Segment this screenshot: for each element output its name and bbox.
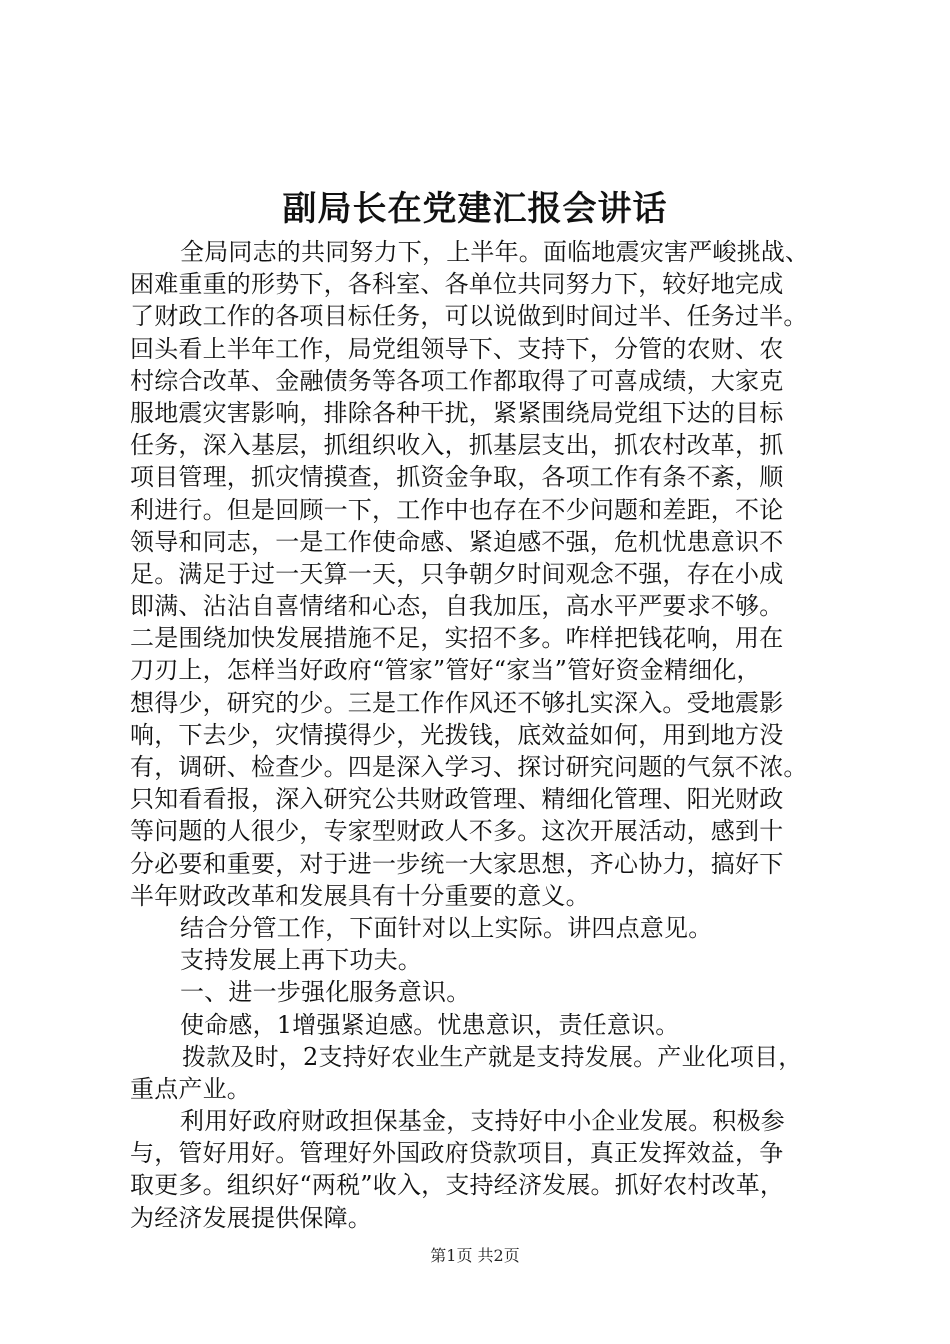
text-line: 二是围绕加快发展措施不足，实招不多。咋样把钱花响，用在 xyxy=(130,624,784,653)
paragraph-7 xyxy=(130,1105,845,1234)
text-line: 与，管好用好。管理好外国政府贷款项目，真正发挥效益，争 xyxy=(130,1139,784,1168)
document-title: 副局长在党建汇报会讲话 xyxy=(282,189,668,229)
text-line: 支持发展上再下功夫。 xyxy=(180,946,422,975)
text-line: 重点产业。 xyxy=(130,1074,251,1103)
text-line: 有，调研、检查少。四是深入学习、探讨研究问题的气氛不浓。 xyxy=(130,753,808,781)
document-body xyxy=(130,236,845,1234)
text-line: 了财政工作的各项目标任务，可以说做到时间过半、任务过半。 xyxy=(130,302,808,331)
paragraph-6 xyxy=(130,1041,845,1105)
text-line: 一、进一步强化服务意识。 xyxy=(180,978,471,1007)
paragraph-2 xyxy=(130,912,845,944)
text-line: 分必要和重要，对于进一步统一大家思想，齐心协力，搞好下 xyxy=(130,849,784,878)
text-line: 取更多。组织好“两税”收入，支持经济发展。抓好农村改革， xyxy=(130,1171,785,1200)
page-footer: 第1页 共2页 xyxy=(430,1246,520,1265)
text-line: 任务，深入基层，抓组织收入，抓基层支出，抓农村改革，抓 xyxy=(130,431,784,460)
text-line: 响，下去少，灾情摸得少，光拨钱，底效益如何，用到地方没 xyxy=(130,720,784,749)
paragraph-4 xyxy=(130,976,845,1008)
text-line: 想得少，研究的少。三是工作作风还不够扎实深入。受地震影 xyxy=(130,688,784,717)
text-line: 村综合改革、金融债务等各项工作都取得了可喜成绩，大家克 xyxy=(130,366,784,395)
text-line: 为经济发展提供保障。 xyxy=(130,1203,372,1232)
text-line: 半年财政改革和发展具有十分重要的意义。 xyxy=(130,881,590,910)
paragraph-3 xyxy=(130,944,845,976)
text-line: 等问题的人很少，专家型财政人不多。这次开展活动，感到十 xyxy=(130,817,784,846)
text-line: 利用好政府财政担保基金，支持好中小企业发展。积极参 xyxy=(180,1107,785,1136)
text-line: 足。满足于过一天算一天，只争朝夕时间观念不强，存在小成 xyxy=(130,559,784,588)
text-line: 结合分管工作，下面针对以上实际。讲四点意见。 xyxy=(180,913,713,942)
text-line: 拨款及时，2支持好农业生产就是支持发展。产业化项目， xyxy=(182,1042,803,1071)
paragraph-1 xyxy=(130,236,845,912)
text-line: 回头看上半年工作，局党组领导下、支持下，分管的农财、农 xyxy=(130,334,784,363)
text-line: 服地震灾害影响，排除各种干扰，紧紧围绕局党组下达的目标 xyxy=(130,398,784,427)
paragraph-5 xyxy=(130,1009,845,1041)
text-line: 使命感，1增强紧迫感。忧患意识，责任意识。 xyxy=(180,1010,680,1039)
text-line: 即满、沾沾自喜情绪和心态，自我加压，高水平严要求不够。 xyxy=(130,592,784,621)
text-line: 刀刃上，怎样当好政府“管家”管好“家当”管好资金精细化， xyxy=(130,656,761,685)
text-line: 项目管理，抓灾情摸查，抓资金争取，各项工作有条不紊，顺 xyxy=(130,463,784,492)
text-line: 利进行。但是回顾一下，工作中也存在不少问题和差距，不论 xyxy=(130,495,784,524)
text-line: 只知看看报，深入研究公共财政管理、精细化管理、阳光财政 xyxy=(130,785,784,814)
text-line: 领导和同志，一是工作使命感、紧迫感不强，危机忧患意识不 xyxy=(130,527,784,556)
text-line: 困难重重的形势下，各科室、各单位共同努力下，较好地完成 xyxy=(130,270,784,299)
text-line: 全局同志的共同努力下，上半年。面临地震灾害严峻挑战、 xyxy=(180,238,810,266)
